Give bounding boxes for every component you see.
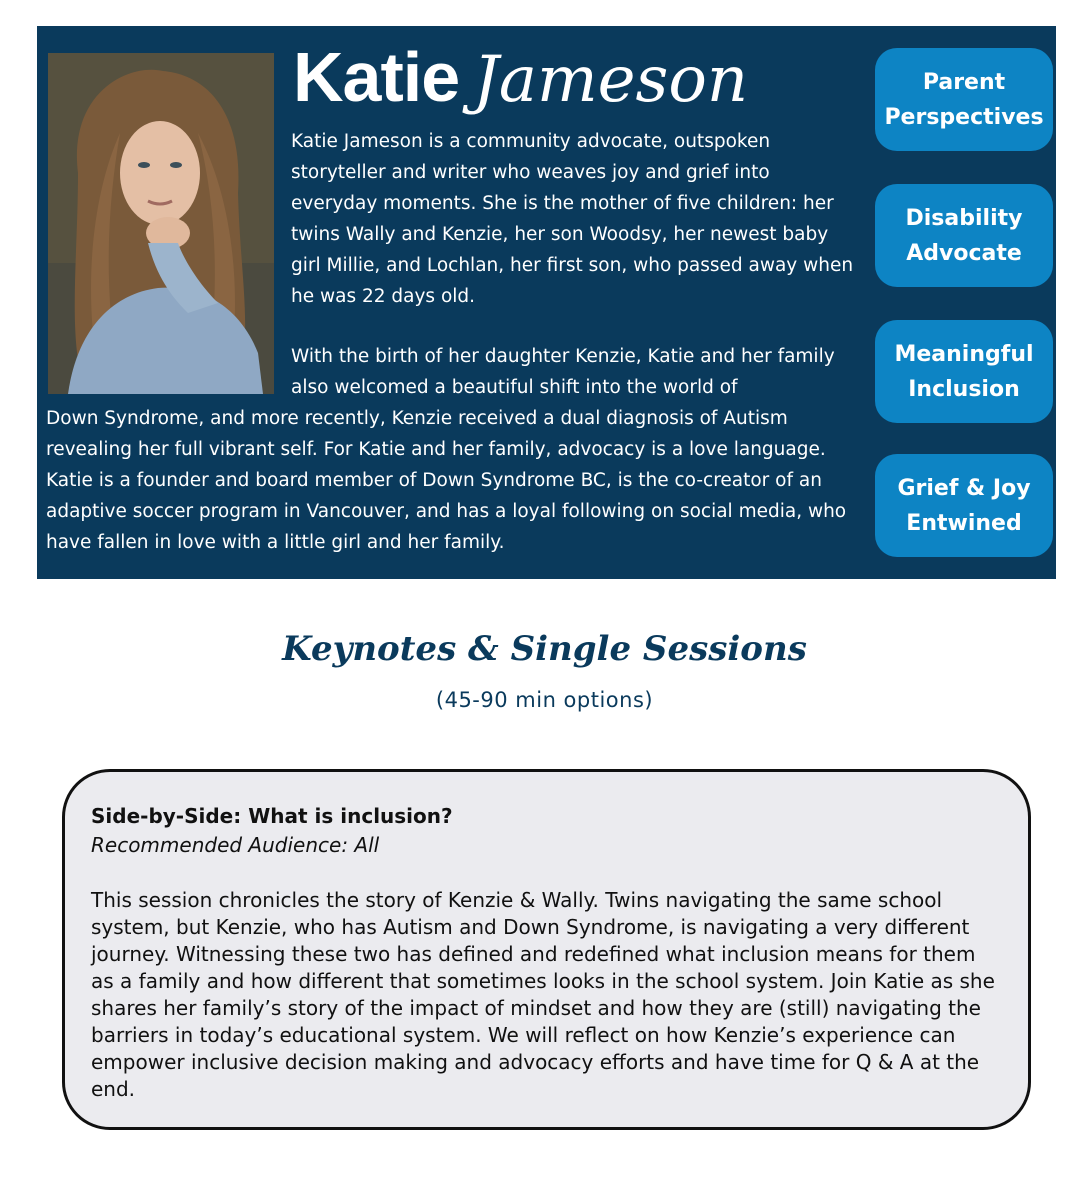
section-subtitle: (45-90 min options) [435, 688, 654, 712]
tag-meaningful-inclusion [875, 320, 1053, 423]
speaker-banner [37, 26, 1056, 579]
tag-label-line2: Inclusion [908, 376, 1020, 402]
speaker-photo [48, 53, 274, 394]
session-title: Side-by-Side: What is inclusion? [91, 804, 453, 828]
tag-label-line1: Grief & Joy [897, 475, 1031, 501]
tag-disability-advocate [875, 184, 1053, 287]
session-card [62, 769, 1031, 1130]
tag-parent-perspectives [875, 48, 1053, 151]
tag-grief-joy-entwined [875, 454, 1053, 557]
section-title: Keynotes & Single Sessions [282, 629, 807, 669]
tag-label-line1: Parent [922, 69, 1006, 95]
speaker-bio-paragraph-1: Katie Jameson is a community advocate, outspoken storyteller and writer who weaves joy and grief into everyday moments. She is the mother of five children: her twins Wally and Kenzie, her son Woodsy, her newest baby girl Millie, and Lochlan, her first son, who passed away when he was 22 days old. [291, 131, 854, 307]
session-audience: Recommended Audience: All [91, 833, 380, 857]
tag-label-line2: Perspectives [884, 104, 1044, 130]
session-description: This session chronicles the story of Kenzie & Wally. Twins navigating the same school system, but Kenzie, who has Autism and Down Syndrome, is navigating a very different journey. Witnessing these two has defined and redefined what inclusion means for them as a family and how different that sometimes looks in the school system. Join Katie as she shares her family’s story of the impact of mindset and how they are (still) navigating the barriers in today’s educational system. We will reflect on how Kenzie’s experience can empower inclusive decision making and advocacy efforts and have time for Q & A at the end. [91, 888, 995, 1101]
speaker-last-name: Jameson [473, 43, 749, 117]
speaker-first-name: Katie [293, 38, 460, 116]
speaker-bio-paragraph-2-top: With the birth of her daughter Kenzie, Katie and her family also welcomed a beautiful shift into the world of [291, 346, 835, 398]
tag-label-line2: Advocate [906, 240, 1022, 266]
speaker-bio-paragraph-2-bottom: Down Syndrome, and more recently, Kenzie received a dual diagnosis of Autism revealing her full vibrant self. For Katie and her family, advocacy is a love language. Katie is a founder and board member of Down Syndrome BC, is the co-creator of an adaptive soccer program in Vancouver, and has a loyal following on social media, who have fallen in love with a little girl and her family. [46, 408, 847, 553]
speaker-name [293, 38, 749, 117]
portrait-illustration [48, 53, 274, 394]
tag-label-line1: Disability [905, 205, 1023, 231]
tag-label-line2: Entwined [906, 510, 1022, 536]
tag-label-line1: Meaningful [894, 341, 1034, 367]
